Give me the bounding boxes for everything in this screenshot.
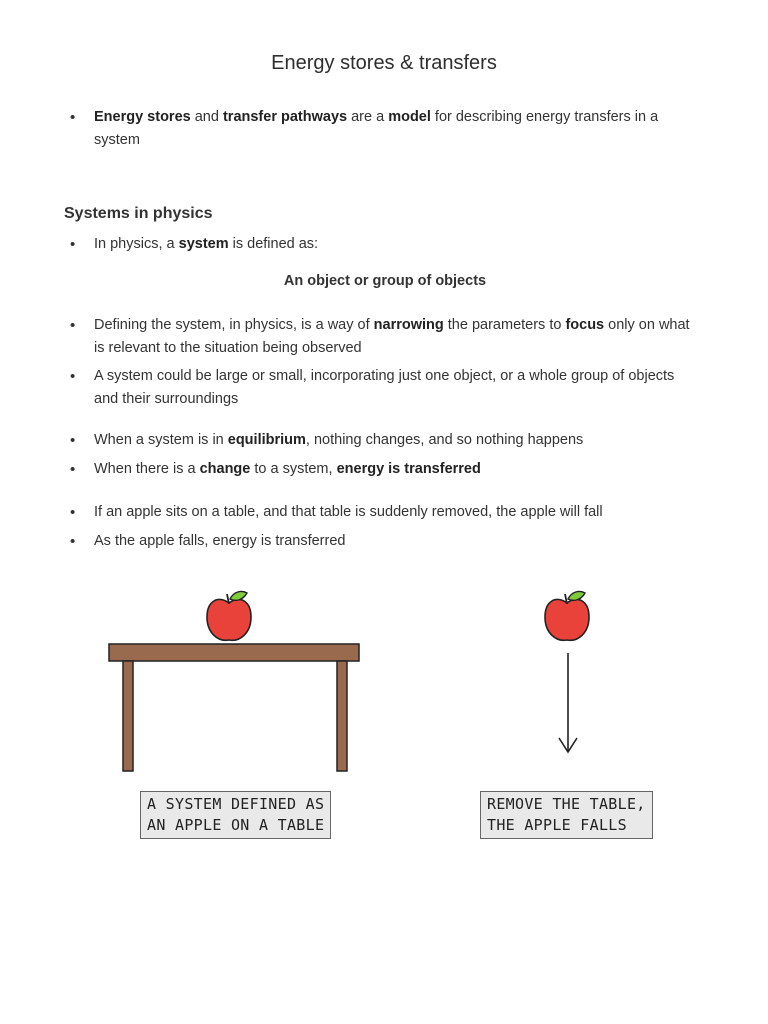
system-explanation-list (70, 314, 700, 411)
list-item: • When there is a change to a system, energy is transferred (70, 458, 700, 481)
list-item: • When a system is in equilibrium, nothing changes, and so nothing happens (70, 429, 700, 452)
section-heading: Systems in physics (64, 205, 213, 222)
caption-line: THE APPLE FALLS (487, 816, 627, 834)
list-item: • As the apple falls, energy is transferred (70, 530, 700, 553)
system-definition: An object or group of objects (283, 273, 487, 289)
falling-apple-icon (545, 591, 589, 640)
equilibrium-list (70, 429, 700, 481)
apple-icon (207, 591, 251, 640)
intro-list (70, 106, 700, 152)
list-item: • A system could be large or small, incorporating just one object, or a whole group of objects and their surroundings (70, 365, 700, 411)
page-title: Energy stores & transfers (271, 52, 497, 74)
caption-left (140, 791, 331, 839)
caption-line: AN APPLE ON A TABLE (147, 816, 325, 834)
list-item: • In physics, a system is defined as: (70, 233, 700, 256)
down-arrow-icon (559, 653, 577, 752)
definition-intro-list (70, 233, 700, 256)
apple-example-list (70, 501, 700, 553)
list-item: • Energy stores and transfer pathways are a model for describing energy transfers in a system (70, 106, 700, 152)
caption-right (480, 791, 653, 839)
diagram-illustration (100, 585, 680, 785)
list-item: • If an apple sits on a table, and that table is suddenly removed, the apple will fall (70, 501, 700, 524)
table-icon (109, 644, 359, 771)
list-item: • Defining the system, in physics, is a way of narrowing the parameters to focus only on what is relevant to the situation being observed (70, 314, 700, 360)
apple-system-diagram (100, 585, 680, 845)
caption-line: A SYSTEM DEFINED AS (147, 795, 325, 813)
caption-line: REMOVE THE TABLE, (487, 795, 646, 813)
